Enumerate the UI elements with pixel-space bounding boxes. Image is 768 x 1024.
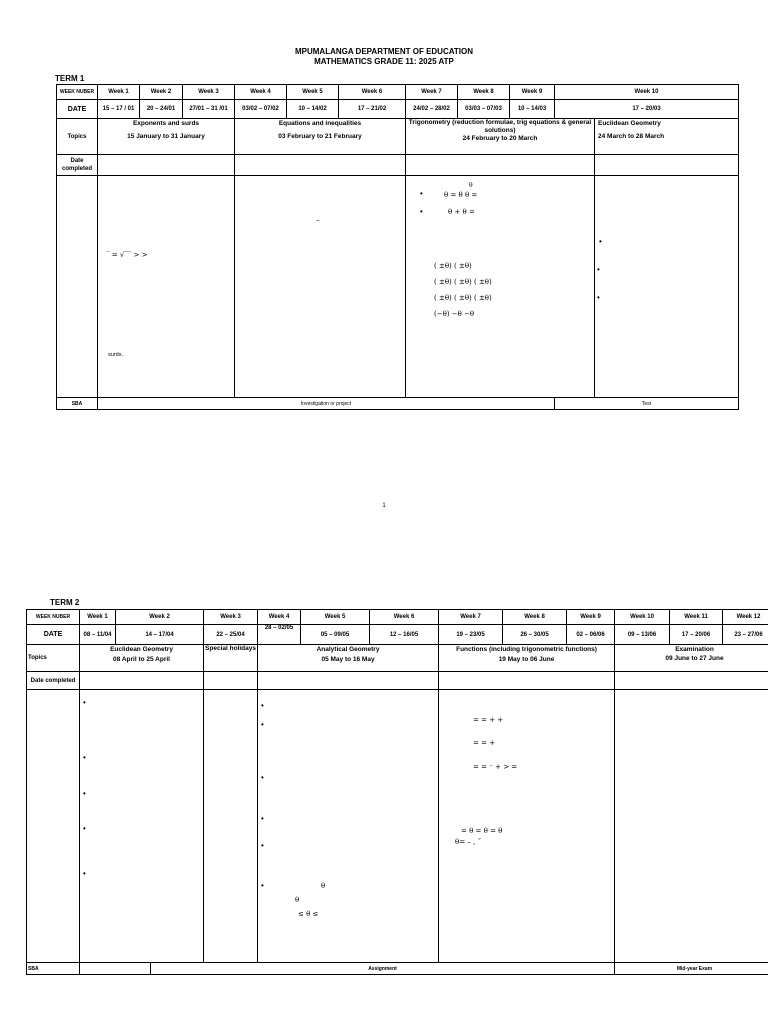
date-cell: 22 – 25/04	[204, 625, 258, 645]
topic-title: Special holidays	[205, 645, 256, 652]
week-cell: Week 4	[235, 85, 287, 100]
bullet-icon: •	[261, 814, 264, 823]
function-row-5: θ= – ‚ ˝	[455, 838, 481, 846]
bullet-icon: •	[261, 701, 264, 710]
date-cell: 12 – 16/05	[370, 625, 439, 645]
week-cell: Week 9	[510, 85, 555, 100]
equation-dash: –	[316, 216, 320, 224]
topic-special-holidays	[204, 645, 258, 672]
topic-title: Euclidean Geometry	[598, 120, 661, 127]
bullet-icon: •	[420, 189, 423, 198]
term2-label: TERM 2	[50, 598, 80, 607]
bullet-icon: •	[261, 720, 264, 729]
bullet-icon: •	[83, 698, 86, 707]
theta-range: ≤ θ ≤	[298, 910, 319, 918]
date-completed-cell[interactable]	[235, 155, 406, 176]
topic-range: 08 April to 25 April	[113, 656, 170, 663]
topic-title: Equations and inequalities	[278, 120, 362, 127]
week-cell: Week 2	[116, 610, 204, 625]
date-completed-cell[interactable]	[406, 155, 595, 176]
topic-euclidean	[80, 645, 204, 672]
topic-range: 24 February to 20 March	[462, 135, 538, 142]
sba-label: SBA	[27, 963, 80, 975]
week-cell: Week 10	[555, 85, 739, 100]
doc-title-line1: MPUMALANGA DEPARTMENT OF EDUCATION	[294, 47, 474, 56]
bullet-icon: •	[597, 265, 600, 274]
week-cell: Week 2	[140, 85, 183, 100]
date-cell: 20 – 24/01	[140, 100, 183, 119]
reduction-row-1: ( ±θ) ( ±θ)	[434, 262, 472, 270]
topic-exponents	[98, 119, 235, 155]
page-number: 1	[382, 503, 386, 509]
topic-trigonometry	[406, 119, 595, 155]
function-row-1: = = + +	[473, 716, 504, 724]
term2-date-completed-row	[27, 672, 768, 690]
content-label-cell	[57, 176, 98, 398]
bullet-icon: •	[597, 293, 600, 302]
date-cell: 17 – 20/03	[555, 100, 739, 119]
date-cell: 09 – 13/06	[615, 625, 670, 645]
date-cell: 05 – 09/05	[301, 625, 370, 645]
term2-date-row	[27, 625, 768, 645]
week-cell: Week 6	[370, 610, 439, 625]
week-cell: Week 5	[287, 85, 339, 100]
term1-label: TERM 1	[55, 74, 85, 83]
date-completed-cell[interactable]	[204, 672, 258, 690]
date-cell: 26 – 30/05	[503, 625, 567, 645]
term2-topics-row	[27, 645, 768, 672]
date-completed-label: Date completed	[27, 672, 80, 690]
week-cell: Week 4	[258, 610, 301, 625]
term1-date-completed-row	[57, 155, 739, 176]
date-cell: 17 – 20/06	[670, 625, 723, 645]
term1-date-row	[57, 100, 739, 119]
term2-table	[26, 609, 768, 975]
topic-title: Euclidean Geometry	[110, 646, 173, 653]
week-cell: Week 3	[204, 610, 258, 625]
topic-range: 24 March to 28 March	[598, 133, 665, 140]
reduction-row-2: ( ±θ) ( ±θ) ( ±θ)	[434, 278, 492, 286]
bullet-icon: •	[261, 773, 264, 782]
date-cell: 27/01 – 31 /01	[183, 100, 235, 119]
content-functions	[439, 690, 615, 963]
term1-topics-row	[57, 119, 739, 155]
week-cell: Week 8	[503, 610, 567, 625]
sba-label: SBA	[57, 398, 98, 410]
date-completed-cell[interactable]	[80, 672, 204, 690]
date-completed-cell[interactable]	[439, 672, 615, 690]
date-cell: 17 – 21/02	[339, 100, 406, 119]
week-cell: Week 7	[439, 610, 503, 625]
topic-examination	[615, 645, 768, 672]
topics-label: Topics	[57, 119, 98, 155]
week-cell: Week 5	[301, 610, 370, 625]
topic-equations	[235, 119, 406, 155]
term2-sba-row	[27, 963, 768, 975]
week-cell: Week 8	[458, 85, 510, 100]
date-cell: 14 – 17/04	[116, 625, 204, 645]
topic-title: Examination	[675, 646, 714, 653]
trig-identity-1: θ = θ θ =	[444, 191, 478, 199]
date-label: DATE	[57, 100, 98, 119]
week-cell: Week 1	[98, 85, 140, 100]
bullet-icon: •	[83, 789, 86, 798]
week-cell: Week 1	[80, 610, 116, 625]
week-cell: Week 3	[183, 85, 235, 100]
reduction-row-3: ( ±θ) ( ±θ) ( ±θ)	[434, 294, 492, 302]
sba-assignment: Assignment	[151, 963, 615, 975]
date-completed-cell[interactable]	[98, 155, 235, 176]
date-cell: 23 – 27/06	[723, 625, 768, 645]
term2-week-row	[27, 610, 768, 625]
date-completed-cell[interactable]	[595, 155, 739, 176]
topic-euclidean	[595, 119, 739, 155]
topic-range: 19 May to 06 June	[498, 656, 555, 663]
bullet-icon: •	[83, 753, 86, 762]
content-equations	[235, 176, 406, 398]
bullet-icon: •	[83, 869, 86, 878]
topic-analytical-geometry	[258, 645, 439, 672]
date-completed-label: Date completed	[57, 155, 98, 176]
date-completed-cell[interactable]	[615, 672, 768, 690]
function-row-2: = = +	[473, 739, 496, 747]
doc-title-line2: MATHEMATICS GRADE 11: 2025 ATP	[314, 57, 454, 66]
topic-range: 05 May to 16 May	[321, 656, 375, 663]
trig-identity-2: θ + θ =	[448, 208, 475, 216]
bullet-icon: •	[599, 237, 602, 246]
content-analytical-geometry	[258, 690, 439, 963]
topic-range: 15 January to 31 January	[127, 133, 205, 140]
theta-symbol: θ	[295, 896, 300, 904]
topic-title: Functions (including trigonometric functions)	[456, 646, 597, 653]
surds-text: surds.	[108, 352, 123, 358]
term1-week-row	[57, 85, 739, 100]
bullet-icon: •	[83, 824, 86, 833]
topic-title: Analytical Geometry	[316, 646, 380, 653]
term2-content-row	[27, 690, 768, 963]
topic-title: Exponents and surds	[132, 120, 200, 127]
date-cell: 03/03 – 07/03	[458, 100, 510, 119]
date-cell: 24/02 – 28/02	[406, 100, 458, 119]
content-special-holidays	[204, 690, 258, 963]
function-row-3: = = ⁻ + > =	[473, 763, 518, 771]
content-examination	[615, 690, 768, 963]
date-cell: 10 – 14/02	[287, 100, 339, 119]
content-trigonometry	[406, 176, 595, 398]
date-cell: 08 – 11/04	[80, 625, 116, 645]
sba-blank	[80, 963, 151, 975]
date-cell: 02 – 06/06	[567, 625, 615, 645]
sba-test: Test	[555, 398, 739, 410]
topic-range: 09 June to 27 June	[665, 655, 724, 662]
content-euclidean	[80, 690, 204, 963]
sba-investigation: Investigation or project	[98, 398, 555, 410]
sba-mid-year-exam: Mid-year Exam	[615, 963, 768, 975]
term1-table	[56, 84, 739, 410]
week-cell: Week 10	[615, 610, 670, 625]
week-cell: Week 12	[723, 610, 768, 625]
function-row-4: = θ = θ = θ	[461, 827, 503, 835]
topic-functions	[439, 645, 615, 672]
date-completed-cell[interactable]	[258, 672, 439, 690]
term1-sba-row	[57, 398, 739, 410]
bullet-icon: •	[420, 207, 423, 216]
date-cell: 15 – 17 / 01	[98, 100, 140, 119]
week-cell: Week 6	[339, 85, 406, 100]
bullet-icon: •	[261, 881, 264, 890]
term1-content-row	[57, 176, 739, 398]
week-cell: Week 11	[670, 610, 723, 625]
week-header: WEEK NUBER	[27, 610, 80, 625]
reduction-row-4: (−θ) −θ −θ	[434, 310, 475, 318]
date-label: DATE	[27, 625, 80, 645]
exponent-formula: ‾ = √‾‾ > >	[106, 251, 148, 259]
trig-fraction: θ	[469, 182, 473, 189]
bullet-icon: •	[261, 841, 264, 850]
date-cell: 28 – 02/05	[258, 625, 301, 645]
week-cell: Week 7	[406, 85, 458, 100]
topic-title: Trigonometry (reduction formulae, trig equations & general solutions)	[408, 119, 592, 134]
date-cell: 03/02 – 07/02	[235, 100, 287, 119]
week-cell: Week 9	[567, 610, 615, 625]
content-euclidean	[595, 176, 739, 398]
content-exponents	[98, 176, 235, 398]
theta-symbol: θ	[321, 882, 326, 890]
topic-range: 03 February to 21 February	[278, 133, 362, 140]
topics-label: Topics	[27, 645, 80, 672]
week-header: WEEK NUBER	[57, 85, 98, 100]
date-cell: 19 – 23/05	[439, 625, 503, 645]
content-label-cell	[27, 690, 80, 963]
date-cell: 10 – 14/03	[510, 100, 555, 119]
